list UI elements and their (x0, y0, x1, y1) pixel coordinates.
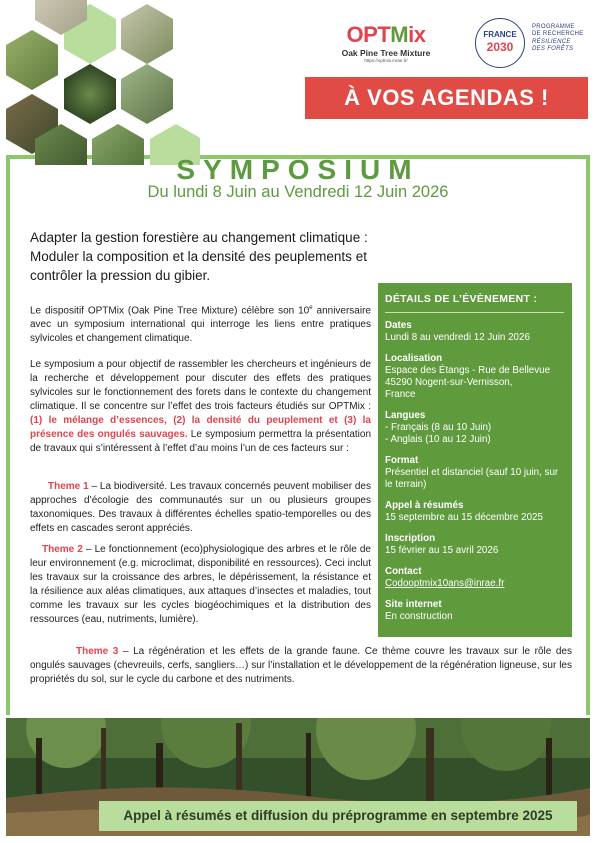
hex-photo-forest-5 (121, 64, 173, 124)
frame-left-border (6, 155, 10, 715)
symposium-dates: Du lundi 8 Juin au Vendredi 12 Juin 2026 (147, 183, 449, 201)
details-registration-label: Inscription (385, 533, 436, 544)
details-location-value: Espace des Étangs - Rue de Bellevue 45290 Nogent-sur-Vernisson, France (385, 365, 551, 400)
footer-banner: Appel à résumés et diffusion du préprogramme en septembre 2025 (99, 801, 577, 831)
symposium-title: SYMPOSIUM (176, 154, 420, 185)
theme-2-label: Theme 2 (42, 544, 83, 555)
details-dates-label: Dates (385, 320, 412, 331)
hex-photo-forest-4 (64, 64, 116, 124)
france2030-year: 2030 (486, 40, 514, 54)
france2030-logo (475, 18, 589, 68)
details-format-value: Présentiel et distanciel (sauf 10 juin, sur le terrain) (385, 467, 559, 490)
details-heading: DÉTAILS DE L’ÉVÈNEMENT : (385, 293, 538, 305)
programme-recherche-text: PROGRAMME DE RECHERCHE RÉSILIENCE DES FORÊTS (532, 24, 584, 52)
details-languages-value: - Français (8 au 10 Juin) - Anglais (10 au 12 Juin) (385, 422, 492, 445)
paragraph-objective: Le symposium a pour objectif de rassembler les chercheurs et ingénieurs de la recherche et développement pour discuter des effets des pratiques sylvicoles sur le fonctionnement des forets dans le contexte du changement climatique. Il se concentre sur l’effet des trois facteurs étudiés sur OPTMix : (1) le mélange d’essences, (2) la densité du peuplement et (3) la présence des ongulés sauvages. Le symposium permettra la présentation de travaux qui s’intéressent à l’effet d’au moins l’un de ces facteurs sur : (30, 359, 371, 454)
optmix-logo-word: OPTMix (346, 22, 426, 47)
agenda-banner: À VOS AGENDAS ! (305, 77, 588, 119)
paragraph-theme-1: Theme 1 – La biodiversité. Les travaux concernés peuvent mobiliser des approches d’écologie des communautés sur un ou plusieurs groupes taxonomiques. Des travaux à différentes échelles spatio-temporelles ou des effets en cascades seront appréciés. (30, 481, 371, 534)
details-separator (385, 312, 564, 313)
optmix-logo (326, 22, 446, 72)
frame-right-border (586, 155, 590, 715)
details-registration-value: 15 février au 15 avril 2026 (385, 545, 499, 556)
details-website-label: Site internet (385, 599, 442, 610)
details-abstracts-value: 15 septembre au 15 décembre 2025 (385, 512, 543, 523)
contact-email-link[interactable]: Codooptmix10ans@inrae.fr (385, 578, 505, 589)
details-abstracts-label: Appel à résumés (385, 500, 464, 511)
details-languages-label: Langues (385, 410, 426, 421)
hexagon-photo-collage (0, 0, 200, 165)
theme-3-label: Theme 3 (76, 646, 119, 657)
france2030-word: FRANCE (483, 30, 517, 39)
details-location-label: Localisation (385, 353, 443, 364)
details-website-value: En construction (385, 611, 453, 622)
hex-photo-forest-3 (121, 4, 173, 64)
optmix-logo-url: https://optmix.inrae.fr/ (364, 58, 408, 63)
optmix-logo-subtitle: Oak Pine Tree Mixture (341, 48, 431, 58)
hex-photo-forest-1 (6, 30, 58, 90)
details-dates-value: Lundi 8 au vendredi 12 Juin 2026 (385, 332, 530, 343)
paragraph-theme-3: Theme 3 – La régénération et les effets de la grande faune. Ce thème couvre les travaux sur le rôle des ongulés sauvages (chevreuils, cerfs, sangliers…) sur l’installation et le développement de la régénération ligneuse, sur les propriétés du sol, sur le cycle du carbone et des nutriments. (30, 646, 572, 685)
intro-heading: Adapter la gestion forestière au changement climatique : Moduler la composition et la densité des peuplements et contrôler la pression du gibier. (30, 230, 368, 283)
details-contact-label: Contact (385, 566, 422, 577)
theme-1-label: Theme 1 (48, 481, 89, 492)
event-details-box (378, 283, 572, 637)
details-format-label: Format (385, 455, 419, 466)
paragraph-anniversary: Le dispositif OPTMix (Oak Pine Tree Mixture) célèbre son 10e anniversaire avec un symposium international qui interroge les liens entre pratiques sylvicoles et changement climatique. (30, 305, 371, 345)
paragraph-theme-2: Theme 2 – Le fonctionnement (eco)physiologique des arbres et le rôle de leur environnement (e.g. microclimat, disponibilité en ressources). Ceci inclut les travaux sur la croissance des arbres, le dépérissement, la résistance et la résilience aux aléas climatiques, aux attaques d’insectes et maladies, tout comme les travaux sur les cycles biogéochimiques et la distribution des ressources (eau, nutriments, lumière). (30, 544, 371, 625)
highlight-three-factors: (1) le mélange d’essences, (2) la densité du peuplement et (3) la présence des ongulés sauvages. (30, 415, 371, 440)
